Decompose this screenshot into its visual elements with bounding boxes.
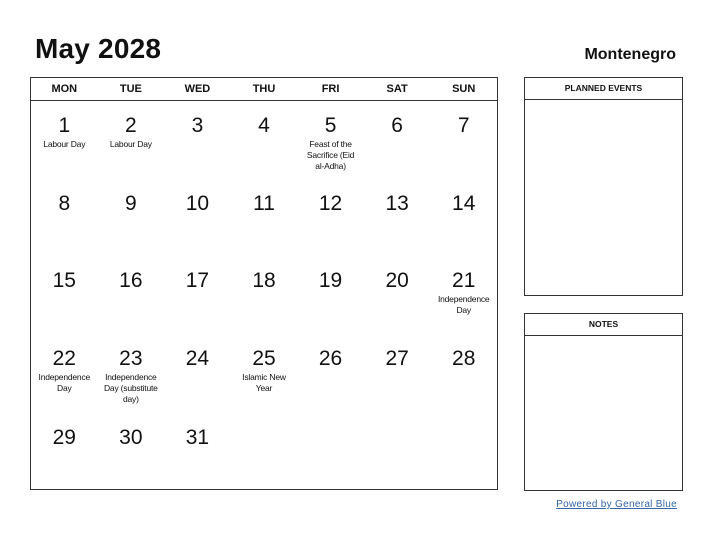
day-cell	[430, 101, 497, 179]
day-cell	[231, 334, 298, 413]
day-cell	[31, 413, 98, 490]
day-number: 3	[191, 114, 204, 137]
day-cell	[31, 256, 98, 334]
day-cell-empty	[364, 413, 431, 490]
day-number: 9	[125, 192, 137, 215]
day-number: 20	[385, 269, 409, 292]
day-number: 2	[125, 114, 137, 137]
day-number: 22	[52, 347, 76, 370]
page-title: May 2028	[35, 33, 162, 64]
day-cell	[297, 256, 364, 334]
day-number: 12	[318, 192, 343, 215]
weekday-thu: THU	[252, 83, 276, 95]
day-cell	[364, 179, 431, 256]
day-cell	[297, 101, 364, 179]
day-number: 8	[58, 192, 71, 215]
day-cell	[31, 179, 98, 256]
day-number: 4	[258, 114, 270, 137]
holiday-label: Independence Day (substitute day)	[103, 372, 158, 404]
day-number: 16	[119, 269, 143, 292]
planned-events-panel	[524, 77, 683, 296]
day-cell	[98, 413, 165, 490]
day-number: 1	[58, 114, 71, 137]
day-cell	[231, 179, 298, 256]
day-cell	[31, 101, 98, 179]
day-number: 21	[452, 269, 476, 292]
holiday-label: Labour Day	[43, 139, 86, 149]
day-cell	[164, 101, 231, 179]
day-number: 13	[385, 192, 409, 215]
day-cell	[31, 334, 98, 413]
weekday-mon: MON	[51, 83, 78, 95]
day-number: 17	[185, 269, 210, 292]
day-number: 24	[185, 347, 210, 370]
day-number: 5	[324, 114, 337, 137]
day-cell	[430, 256, 497, 334]
day-cell	[98, 101, 165, 179]
day-cell	[164, 334, 231, 413]
planned-events-heading: PLANNED EVENTS	[525, 78, 682, 100]
day-cell	[98, 179, 165, 256]
day-cell	[364, 101, 431, 179]
day-number: 19	[318, 269, 343, 292]
country-label: Montenegro	[584, 46, 676, 63]
day-number: 25	[252, 347, 276, 370]
day-cell-empty	[430, 413, 497, 490]
day-cell	[297, 179, 364, 256]
day-cell-empty	[297, 413, 364, 490]
day-cell	[364, 334, 431, 413]
day-cell	[164, 256, 231, 334]
day-cell	[231, 256, 298, 334]
day-number: 6	[391, 114, 403, 137]
day-number: 7	[457, 114, 470, 137]
powered-by-link[interactable]: Powered by General Blue	[556, 499, 677, 510]
day-cell	[430, 334, 497, 413]
holiday-label: Labour Day	[109, 139, 152, 149]
weekday-header	[31, 78, 497, 101]
holiday-label: Feast of the Sacrifice (Eid al-Adha)	[306, 139, 355, 171]
day-number: 11	[253, 192, 275, 215]
day-cell	[98, 256, 165, 334]
day-cell	[231, 101, 298, 179]
holiday-label: Independence Day	[437, 294, 490, 315]
day-number: 18	[252, 269, 276, 292]
day-number: 15	[52, 269, 76, 292]
day-cell	[297, 334, 364, 413]
weekday-sat: SAT	[386, 83, 408, 95]
weekday-tue: TUE	[119, 83, 142, 95]
day-number: 28	[452, 347, 476, 370]
weekday-sun: SUN	[452, 83, 476, 95]
day-cell	[430, 179, 497, 256]
calendar-body	[31, 101, 497, 490]
day-number: 31	[185, 426, 210, 449]
day-cell	[164, 413, 231, 490]
day-cell-empty	[231, 413, 298, 490]
day-number: 10	[185, 192, 210, 215]
day-number: 23	[119, 347, 143, 370]
holiday-label: Islamic New Year	[242, 372, 286, 393]
day-number: 30	[119, 426, 143, 449]
notes-panel	[524, 313, 683, 491]
day-cell	[98, 334, 165, 413]
day-number: 14	[452, 192, 476, 215]
calendar-grid	[30, 77, 498, 490]
notes-heading: NOTES	[525, 314, 682, 336]
holiday-label: Independence Day	[38, 372, 91, 393]
weekday-wed: WED	[184, 83, 211, 95]
day-cell	[364, 256, 431, 334]
day-number: 29	[52, 426, 76, 449]
weekday-fri: FRI	[321, 83, 340, 95]
day-cell	[164, 179, 231, 256]
day-number: 26	[318, 347, 343, 370]
day-number: 27	[385, 347, 409, 370]
